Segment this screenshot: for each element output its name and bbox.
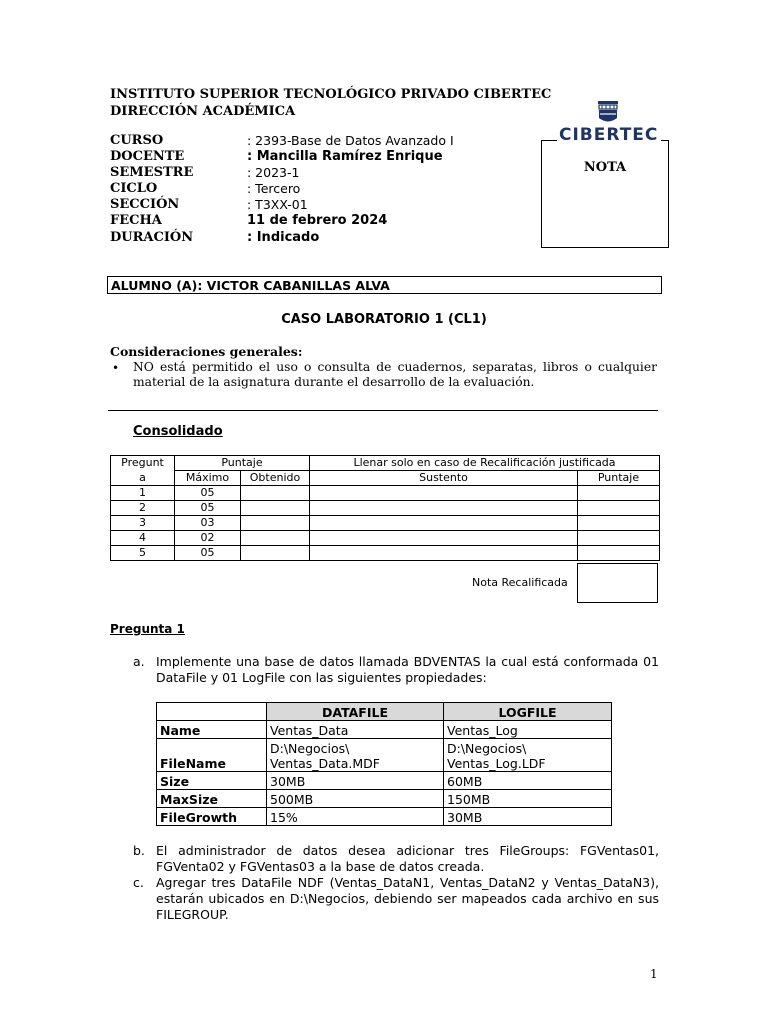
question-number: 2 [111,501,175,516]
consolidado-table [110,455,660,561]
sustento-cell [310,546,578,561]
sustento-cell [310,501,578,516]
sustento-cell [310,486,578,501]
properties-table [156,702,612,826]
empty-header-cell [157,703,267,721]
logfile-value: 60MB [444,772,612,790]
table-row [157,808,612,826]
property-key: MaxSize [157,790,267,808]
item-letter: b. [133,843,145,858]
header-cell: Pregunt [111,456,175,471]
info-label: DOCENTE [110,149,185,164]
case-title: CASO LABORATORIO 1 (CL1) [281,312,487,327]
path-line: D:\Negocios\ [270,741,350,756]
header-cell: Puntaje [175,456,310,471]
info-value: 11 de febrero 2024 [247,213,388,228]
item-text: Agregar tres DataFile NDF (Ventas_DataN1, Ventas_DataN2 y Ventas_DataN3), estarán ubicados en D:\Negocios, debiendo ser mapeados cada archivo en sus FILEGROUP. [156,875,659,922]
datafile-value: 15% [267,808,444,826]
institute-name: INSTITUTO SUPERIOR TECNOLÓGICO PRIVADO CIBERTEC [110,87,552,102]
logfile-value: 30MB [444,808,612,826]
item-letter: a. [133,654,145,669]
table-row [157,739,612,772]
info-value: : Mancilla Ramírez Enrique [247,149,443,164]
max-score: 05 [175,501,241,516]
header-cell: Sustento [310,471,578,486]
header-cell: a [111,471,175,486]
item-text: Implemente una base de datos llamada BDVENTAS la cual está conformada 01 DataFile y 01 LogFile con las siguientes propiedades: [156,654,659,685]
table-row [157,790,612,808]
max-score: 05 [175,486,241,501]
question-number: 5 [111,546,175,561]
nota-label: NOTA [583,160,627,175]
header-cell: Puntaje [578,471,660,486]
considerations-title: Consideraciones generales: [110,344,303,359]
path-line: D:\Negocios\ [447,741,527,756]
question-1-title: Pregunta 1 [110,622,185,636]
info-value: : 2393-Base de Datos Avanzado I [247,133,454,148]
property-key: FileName [157,739,267,772]
student-name-box: ALUMNO (A): VICTOR CABANILLAS ALVA [107,276,662,294]
datafile-value: 500MB [267,790,444,808]
info-label: CICLO [110,181,158,196]
item-text: El administrador de datos desea adicionar tres FileGroups: FGVentas01, FGVenta02 y FGVentas03 a la base de datos creada. [156,843,659,874]
table-row [157,772,612,790]
info-label: CURSO [110,133,164,148]
info-label: FECHA [110,213,162,228]
puntaje-cell [578,546,660,561]
logfile-value: 150MB [444,790,612,808]
puntaje-cell [578,516,660,531]
table-row [111,531,660,546]
academic-direction: DIRECCIÓN ACADÉMICA [110,104,296,119]
max-score: 02 [175,531,241,546]
info-label: SEMESTRE [110,165,194,180]
table-row [111,516,660,531]
puntaje-cell [578,501,660,516]
table-row [157,721,612,739]
info-value: : Indicado [247,230,320,245]
bullet-icon: • [112,361,120,375]
table-row [111,486,660,501]
nota-recalificada-box [577,563,658,603]
info-label: SECCIÓN [110,197,180,212]
table-header-row [157,703,612,721]
question-number: 1 [111,486,175,501]
question-number: 4 [111,531,175,546]
sustento-cell [310,516,578,531]
obtained-cell [241,486,310,501]
obtained-cell [241,501,310,516]
question-number: 3 [111,516,175,531]
obtained-cell [241,546,310,561]
divider [108,410,658,411]
datafile-value: 30MB [267,772,444,790]
header-cell: LOGFILE [444,703,612,721]
info-value: : T3XX-01 [247,197,308,212]
puntaje-cell [578,531,660,546]
max-score: 05 [175,546,241,561]
table-header-row [111,456,660,471]
info-value: : 2023-1 [247,165,300,180]
info-label: DURACIÓN [110,230,194,245]
nota-recalificada-label: Nota Recalificada [472,576,568,589]
nota-box [541,140,669,248]
max-score: 03 [175,516,241,531]
logo-wordmark: CIBERTEC [559,125,659,145]
crest-icon [557,98,661,128]
table-row [111,501,660,516]
property-key: FileGrowth [157,808,267,826]
table-header-row [111,471,660,486]
puntaje-cell [578,486,660,501]
obtained-cell [241,531,310,546]
item-letter: c. [133,875,144,890]
property-key: Size [157,772,267,790]
institute-header [110,86,551,120]
obtained-cell [241,516,310,531]
datafile-value [267,739,444,772]
considerations-text: NO está permitido el uso o consulta de cuadernos, separatas, libros o cualquier material de la asignatura durante el desarrollo de la evaluación. [133,360,657,389]
logfile-value: Ventas_Log [444,721,612,739]
path-line: Ventas_Data.MDF [270,756,380,771]
header-cell: Obtenido [241,471,310,486]
table-row [111,546,660,561]
header-cell: Llenar solo en caso de Recalificación justificada [310,456,660,471]
cibertec-logo [557,98,661,148]
page-number: 1 [650,967,658,981]
datafile-value: Ventas_Data [267,721,444,739]
header-cell: Máximo [175,471,241,486]
info-value: : Tercero [247,181,301,196]
path-line: Ventas_Log.LDF [447,756,546,771]
property-key: Name [157,721,267,739]
sustento-cell [310,531,578,546]
logfile-value [444,739,612,772]
consolidado-title: Consolidado [133,424,223,439]
header-cell: DATAFILE [267,703,444,721]
